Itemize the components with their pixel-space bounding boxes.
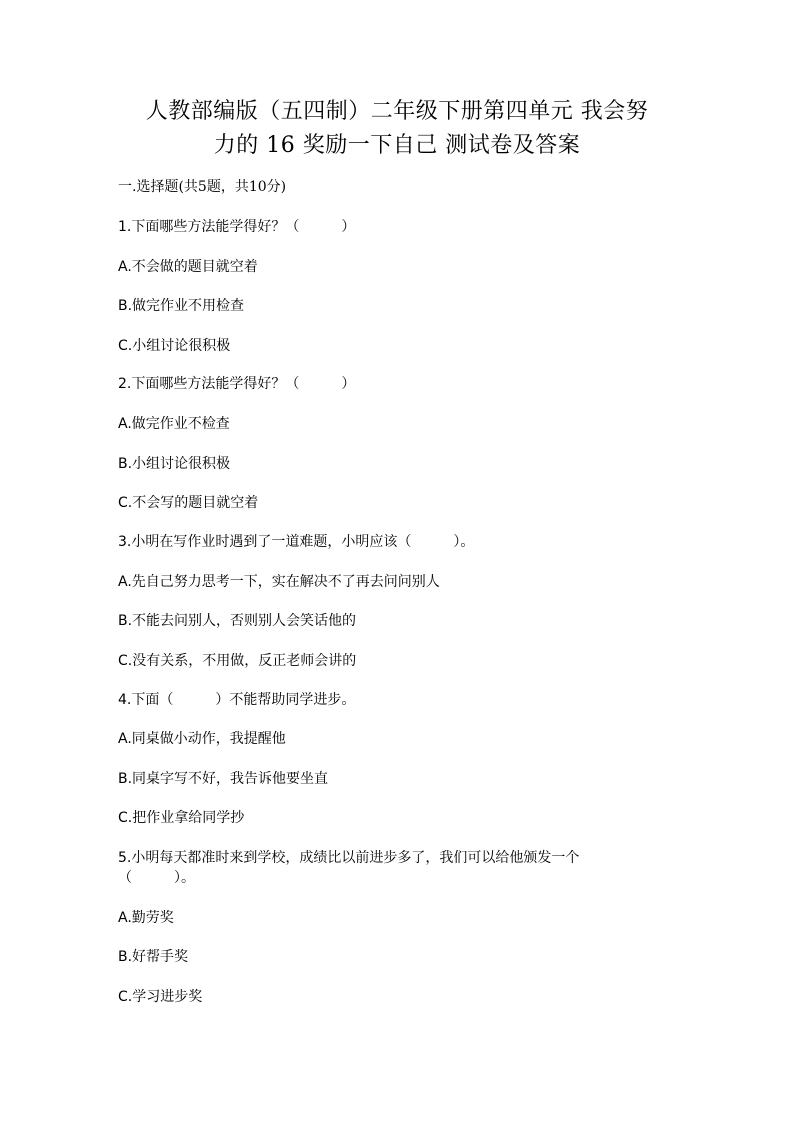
question-2-option-a: A.做完作业不检查 (118, 416, 230, 432)
question-4-stem: 4.下面（ ）不能帮助同学进步。 (118, 692, 356, 708)
document-title-line-1: 人教部编版（五四制）二年级下册第四单元 我会努 (145, 99, 649, 124)
question-2-option-c: C.不会写的题目就空着 (118, 495, 259, 511)
question-1-option-c: C.小组讨论很积极 (118, 338, 231, 354)
question-3-option-b: B.不能去问别人，否则别人会笑话他的 (118, 613, 357, 629)
question-5-option-b: B.好帮手奖 (118, 949, 189, 965)
question-5-stem-continuation: （ ）。 (118, 870, 195, 886)
question-3-option-a: A.先自己努力思考一下，实在解决不了再去问问别人 (118, 574, 440, 590)
question-1-option-a: A.不会做的题目就空着 (118, 259, 258, 275)
question-5-option-a: A.勤劳奖 (118, 910, 174, 926)
question-4-option-c: C.把作业拿给同学抄 (118, 810, 245, 826)
question-1-stem: 1.下面哪些方法能学得好？（ ） (118, 219, 356, 235)
section-heading: 一.选择题(共5题，共10分) (118, 179, 287, 195)
question-5-stem: 5.小明每天都准时来到学校，成绩比以前进步多了，我们可以给他颁发一个 (118, 850, 580, 866)
question-2-option-b: B.小组讨论很积极 (118, 456, 231, 472)
question-3-option-c: C.没有关系，不用做，反正老师会讲的 (118, 653, 357, 669)
question-3-stem: 3.小明在写作业时遇到了一道难题，小明应该（ ）。 (118, 534, 475, 550)
question-4-option-b: B.同桌字写不好，我告诉他要坐直 (118, 771, 329, 787)
question-1-option-b: B.做完作业不用检查 (118, 298, 245, 314)
question-4-option-a: A.同桌做小动作，我提醒他 (118, 731, 286, 747)
question-2-stem: 2.下面哪些方法能学得好？（ ） (118, 376, 356, 392)
question-5-option-c: C.学习进步奖 (118, 989, 203, 1005)
document-title-line-2: 力的 16 奖励一下自己 测试卷及答案 (213, 133, 581, 158)
